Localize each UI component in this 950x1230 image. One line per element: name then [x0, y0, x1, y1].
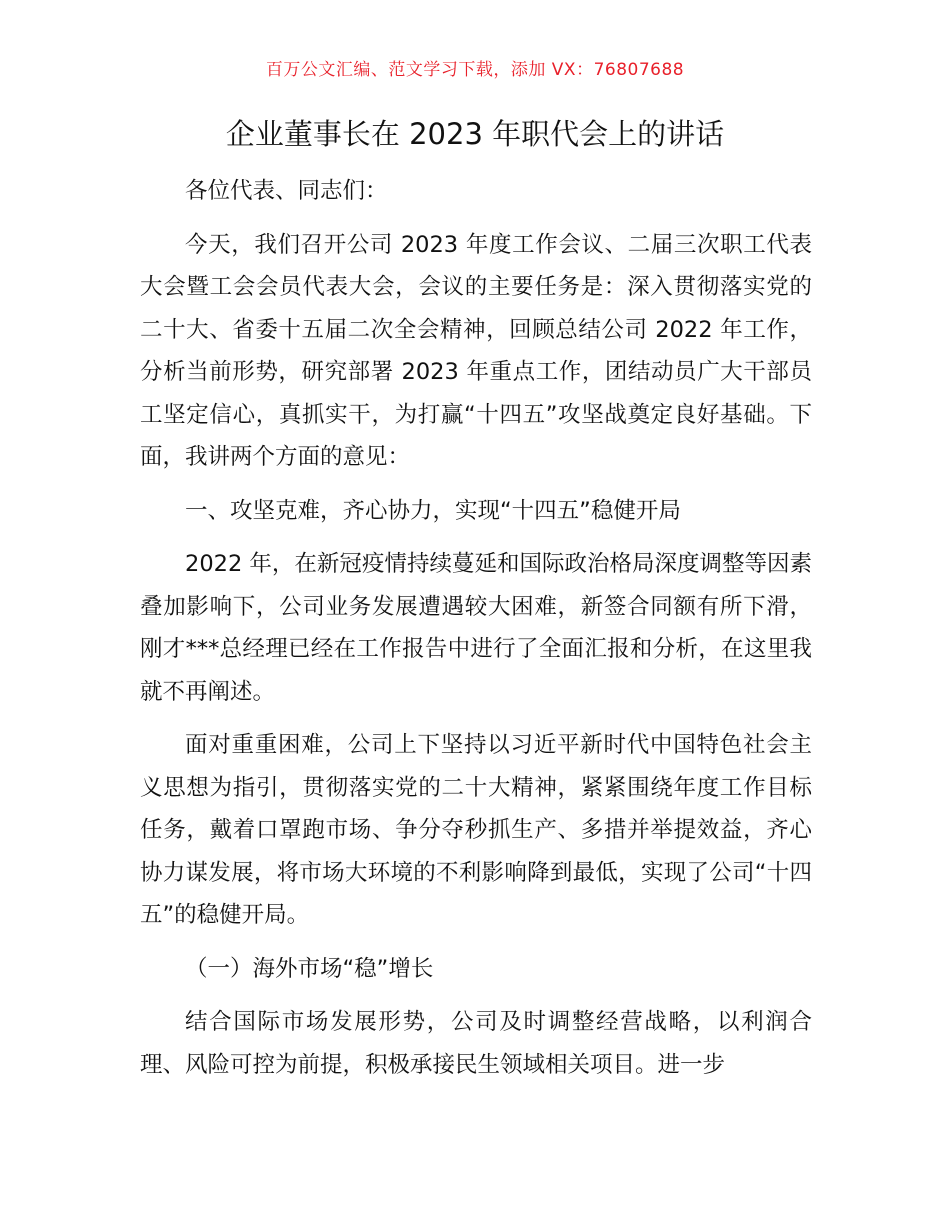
body-paragraph: 2022 年，在新冠疫情持续蔓延和国际政治格局深度调整等因素叠加影响下，公司业务发展遭遇较大困难，新签合同额有所下滑，刚才***总经理已经在工作报告中进行了全面汇报和分析，在这里我就不再阐述。: [140, 551, 812, 705]
intro-paragraph: 今天，我们召开公司 2023 年度工作会议、二届三次职工代表大会暨工会会员代表大会，会议的主要任务是：深入贯彻落实党的二十大、省委十五届二次全会精神，回顾总结公司 2022 年工作，分析当前形势，研究部署 2023 年重点工作，团结动员广大干部员工坚定信心，真抓实干，为打赢“十四五”攻坚战奠定良好基础。下面，我讲两个方面的意见：: [140, 231, 812, 470]
salutation-paragraph: 各位代表、同志们：: [185, 178, 388, 204]
body-paragraph: 面对重重困难，公司上下坚持以习近平新时代中国特色社会主义思想为指引，贯彻落实党的二十大精神，紧紧围绕年度工作目标任务，戴着口罩跑市场、争分夺秒抓生产、多措并举提效益，齐心协力谋发展，将市场大环境的不利影响降到最低，实现了公司“十四五”的稳健开局。: [140, 732, 812, 928]
document-body: [140, 170, 812, 1097]
section-heading-1: 一、攻坚克难，齐心协力，实现“十四五”稳健开局: [185, 497, 681, 524]
page-title: 企业董事长在 2023 年职代会上的讲话: [225, 117, 725, 151]
watermark-text: 百万公文汇编、范文学习下载，添加 VX：76807688: [265, 60, 685, 80]
subsection-heading-1: （一）海外市场“稳”增长: [185, 955, 434, 982]
body-paragraph: 结合国际市场发展形势，公司及时调整经营战略，以利润合理、风险可控为前提，积极承接民生领域相关项目。进一步: [140, 1009, 812, 1078]
